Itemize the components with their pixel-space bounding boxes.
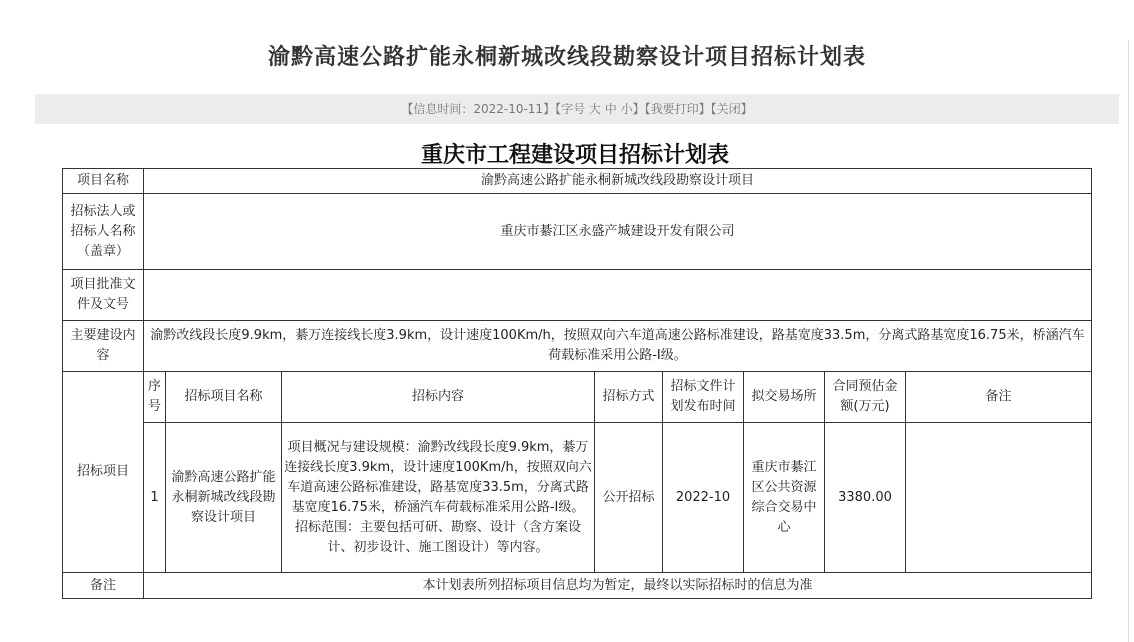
content-value: 渝黔改线段长度9.9km，綦万连接线长度3.9km，设计速度100Km/h，按照双向六车道高速公路标准建设，路基宽度33.5m，分离式路基宽度16.75米，桥涵汽车荷载标准采用公路-I级。 [144,321,1092,372]
item-method: 公开招标 [595,423,663,573]
table-row [63,270,1092,321]
header-note: 备注 [906,372,1092,423]
approval-value [144,270,1092,321]
font-size-label: 【字号 [555,102,586,116]
remarks-label: 备注 [63,573,144,599]
info-bar [35,94,1119,124]
project-name-label: 项目名称 [63,169,144,194]
header-publish-time: 招标文件计划发布时间 [663,372,744,423]
item-note [906,423,1092,573]
item-content: 项目概况与建设规模：渝黔改线段长度9.9km，綦万连接线长度3.9km，设计速度100Km/h，按照双向六车道高速公路标准建设，路基宽度33.5m，分离式路基宽度16.75米，桥涵汽车荷载标准采用公路-I级。 招标范围：主要包括可研、勘察、设计（含方案设计、初步设计、施工图设计）等内容。 [282,423,595,573]
tenderer-value: 重庆市綦江区永盛产城建设开发有限公司 [144,194,1092,270]
approval-label: 项目批准文件及文号 [63,270,144,321]
table-row [63,194,1092,270]
info-time: 【信息时间：2022-10-11】 [401,102,556,116]
page-title: 渝黔高速公路扩能永桐新城改线段勘察设计项目招标计划表 [267,45,866,70]
header-content: 招标内容 [282,372,595,423]
project-name-value: 渝黔高速公路扩能永桐新城改线段勘察设计项目 [144,169,1092,194]
table-row [63,372,1092,423]
page-right-border [1128,40,1129,642]
header-item-name: 招标项目名称 [166,372,282,423]
item-name: 渝黔高速公路扩能永桐新城改线段勘察设计项目 [166,423,282,573]
table-title: 重庆市工程建设项目招标计划表 [420,142,729,168]
table-row [63,423,1092,573]
close-link[interactable]: 【关闭】 [710,102,753,116]
tender-plan-table [62,168,1092,599]
tender-items-label: 招标项目 [63,372,144,573]
header-amount: 合同预估金额(万元) [825,372,906,423]
header-method: 招标方式 [595,372,663,423]
remarks-value: 本计划表所列招标项目信息均为暂定，最终以实际招标时的信息为准 [144,573,1092,599]
print-link[interactable]: 【我要打印】 [644,102,711,116]
item-publish-time: 2022-10 [663,423,744,573]
table-row [63,321,1092,372]
item-venue: 重庆市綦江区公共资源综合交易中心 [744,423,825,573]
font-small-link[interactable]: 小】 [620,102,645,116]
header-venue: 拟交易场所 [744,372,825,423]
table-row [63,573,1092,599]
font-large-link[interactable]: 大 [588,102,601,116]
table-row [63,169,1092,194]
item-seq: 1 [144,423,166,573]
item-amount: 3380.00 [825,423,906,573]
header-seq: 序号 [144,372,166,423]
content-label: 主要建设内容 [63,321,144,372]
font-medium-link[interactable]: 中 [604,102,617,116]
tenderer-label: 招标法人或招标人名称（盖章） [63,194,144,270]
